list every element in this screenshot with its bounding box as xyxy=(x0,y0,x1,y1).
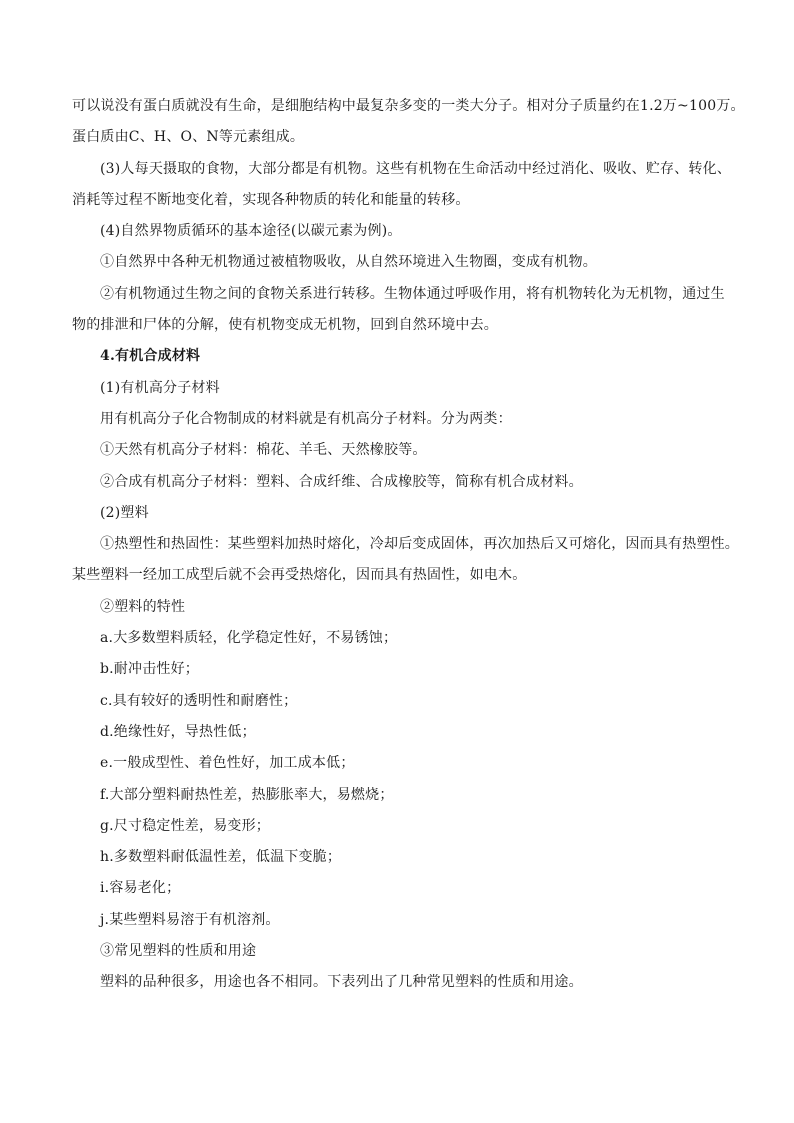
list-item: j.某些塑料易溶于有机溶剂。 xyxy=(100,911,280,928)
list-heading: ②塑料的特性 xyxy=(100,598,186,615)
document-body xyxy=(72,96,745,1004)
subsection-heading: (2)塑料 xyxy=(100,504,149,521)
list-item: b.耐冲击性好； xyxy=(100,661,200,678)
list-item: e.一般成型性、着色性好，加工成本低； xyxy=(100,755,355,772)
section-heading: 4.有机合成材料 xyxy=(100,348,201,365)
list-item: ②合成有机高分子材料：塑料、合成纤维、合成橡胶等，简称有机合成材料。 xyxy=(100,473,583,490)
list-item: a.大多数塑料质轻，化学稳定性好，不易锈蚀； xyxy=(100,630,398,647)
text-line: ①自然界中各种无机物通过被植物吸收，从自然环境进入生物圈，变成有机物。 xyxy=(100,254,597,271)
list-item: i.容易老化； xyxy=(100,880,181,897)
text-line: (4)自然界物质循环的基本途径(以碳元素为例)。 xyxy=(100,223,402,240)
text-line: 物的排泄和尸体的分解，使有机物变成无机物，回到自然环境中去。 xyxy=(72,317,498,334)
text-line: ①热塑性和热固性：某些塑料加热时熔化，冷却后变成固体，再次加热后又可熔化，因而具有热塑性。 xyxy=(100,536,739,553)
subsection-heading: (1)有机高分子材料 xyxy=(100,379,220,396)
list-item: g.尺寸稳定性差，易变形； xyxy=(100,817,271,834)
list-item: c.具有较好的透明性和耐磨性； xyxy=(100,692,298,709)
text-line: 消耗等过程不断地变化着，实现各种物质的转化和能量的转移。 xyxy=(72,191,470,208)
text-line: 可以说没有蛋白质就没有生命，是细胞结构中最复杂多变的一类大分子。相对分子质量约在1.2万~100万。 xyxy=(72,98,745,114)
list-item: ①天然有机高分子材料：棉花、羊毛、天然橡胶等。 xyxy=(100,442,427,459)
list-item: f.大部分塑料耐热性差，热膨胀率大，易燃烧； xyxy=(100,786,394,803)
list-item: h.多数塑料耐低温性差，低温下变脆； xyxy=(100,849,342,866)
text-line: ②有机物通过生物之间的食物关系进行转移。生物体通过呼吸作用，将有机物转化为无机物，通过生 xyxy=(100,285,725,302)
text-line: 用有机高分子化合物制成的材料就是有机高分子材料。分为两类： xyxy=(100,410,512,427)
list-item: d.绝缘性好，导热性低； xyxy=(100,723,256,740)
text-line: 塑料的品种很多，用途也各不相同。下表列出了几种常见塑料的性质和用途。 xyxy=(100,974,583,991)
list-heading: ③常见塑料的性质和用途 xyxy=(100,943,257,960)
text-line: 蛋白质由C、H、O、N等元素组成。 xyxy=(72,129,305,146)
text-line: 某些塑料一经加工成型后就不会再受热熔化，因而具有热固性，如电木。 xyxy=(72,567,527,584)
text-line: (3)人每天摄取的食物，大部分都是有机物。这些有机物在生命活动中经过消化、吸收、贮存、转化、 xyxy=(100,160,732,177)
